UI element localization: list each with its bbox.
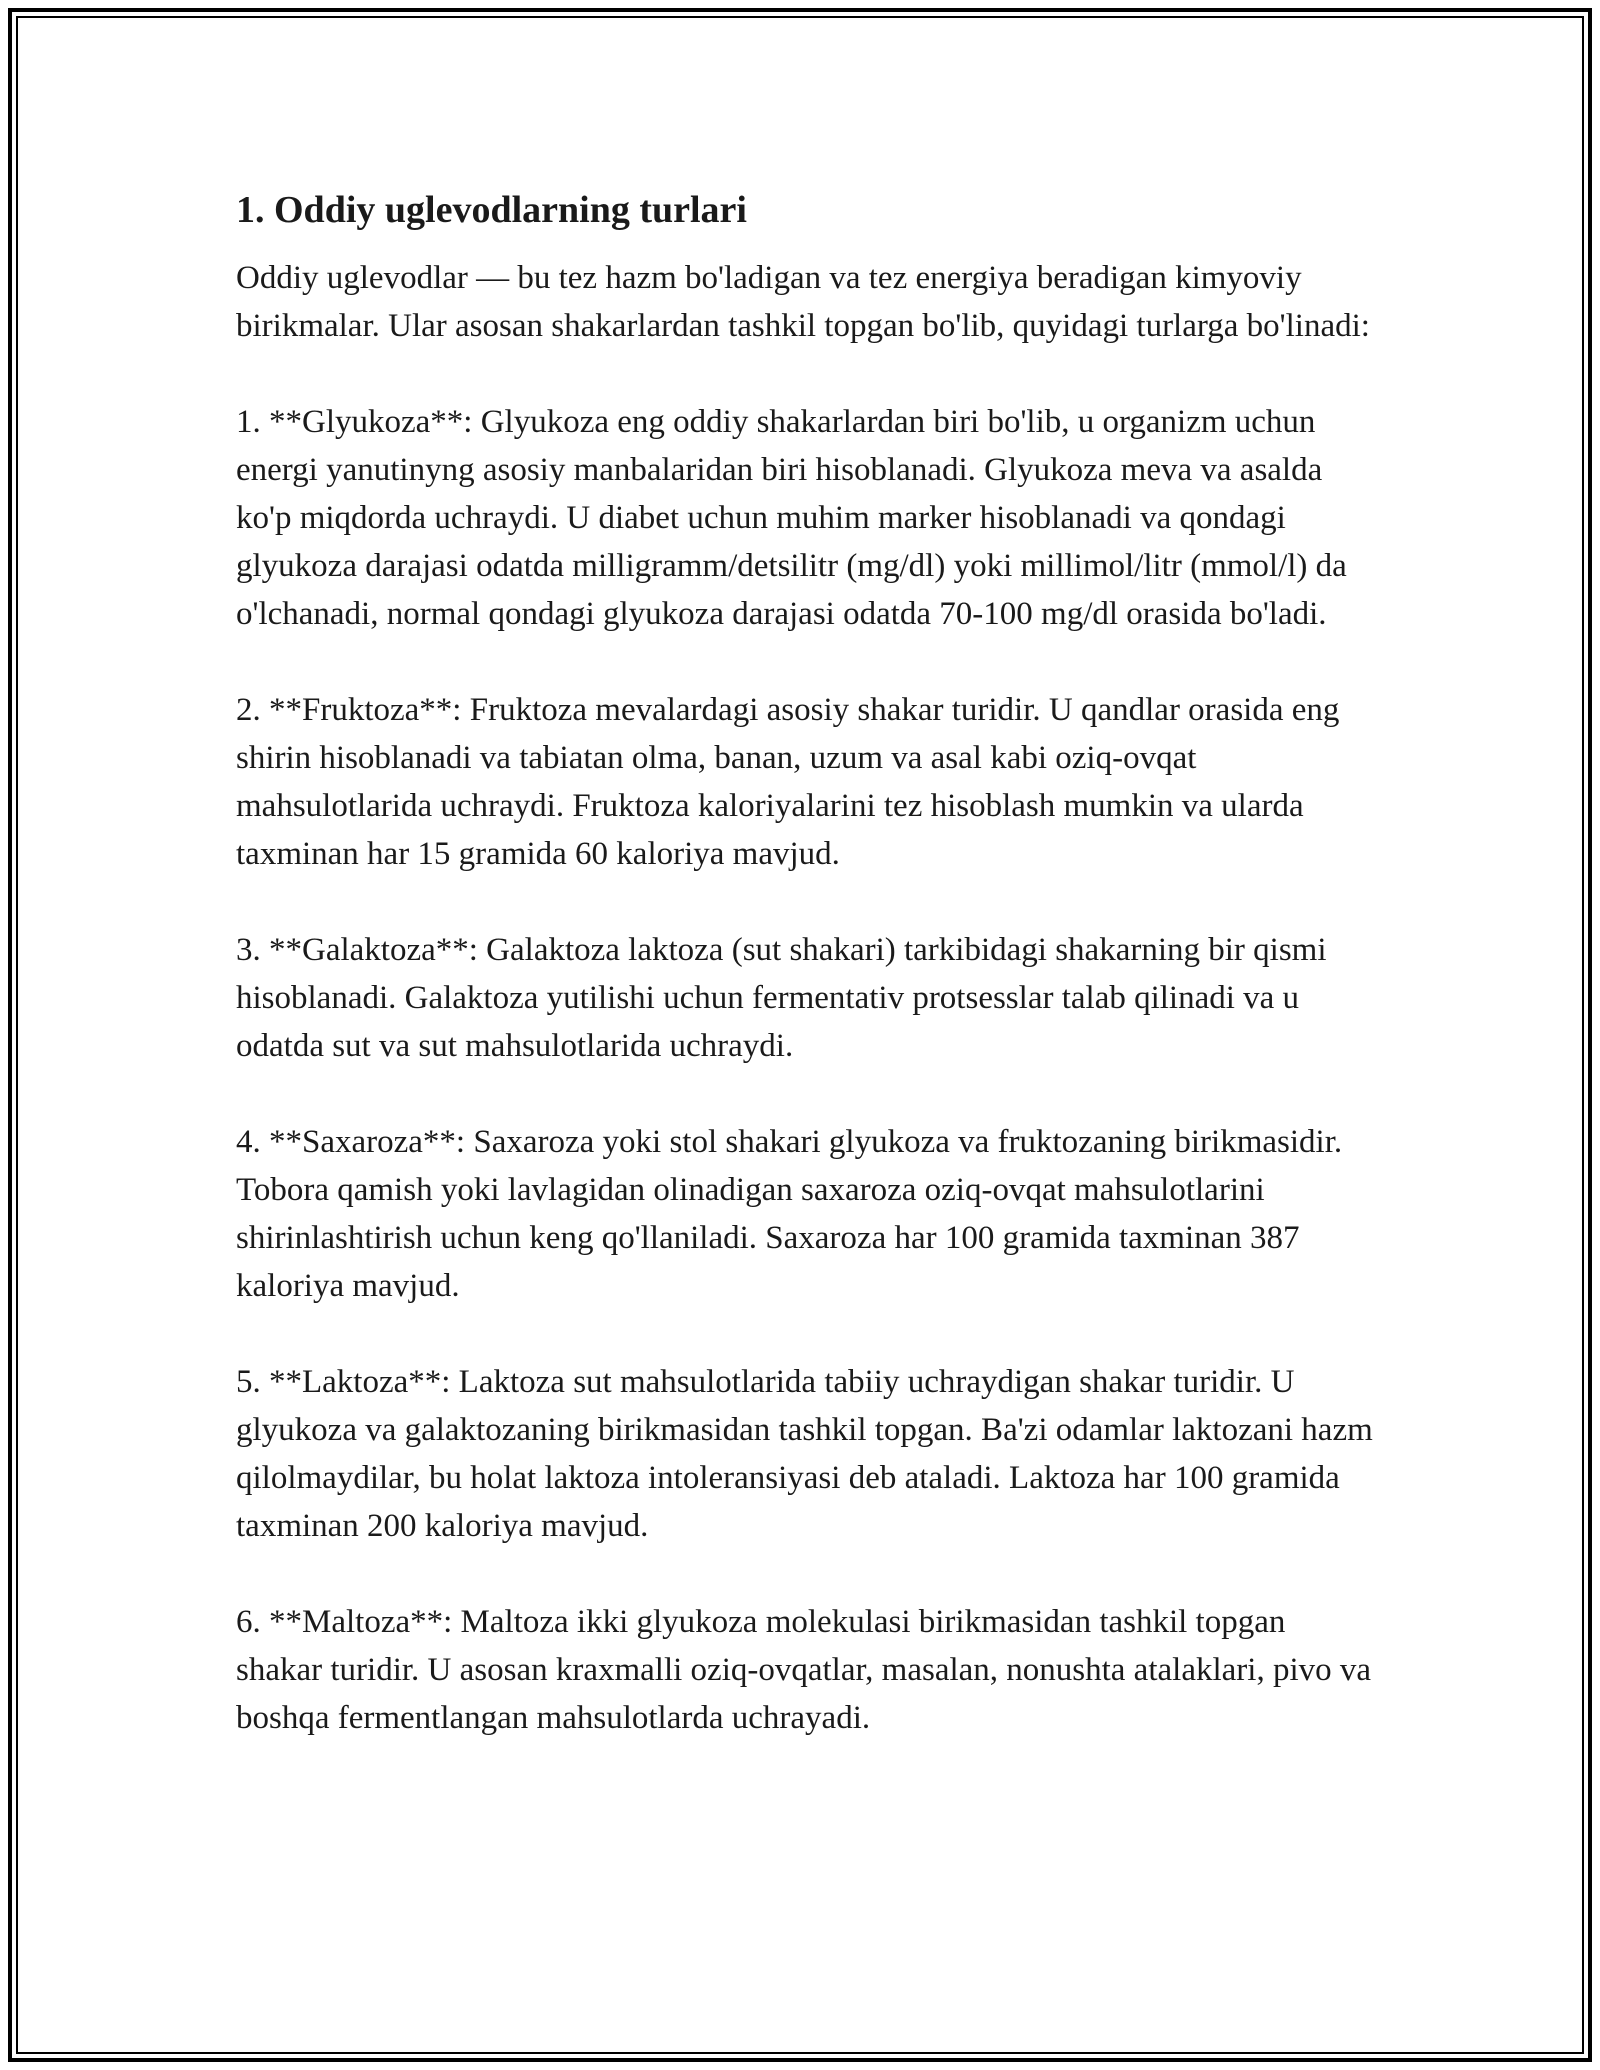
list-item-galaktoza: 3. **Galaktoza**: Galaktoza laktoza (sut shakari) tarkibidagi shakarning bir qismi hisoblanadi. Galaktoza yutilishi uchun fermentativ protsesslar talab qilinadi va u odatda sut va sut mahsulotlarida uchraydi. [236, 932, 1327, 1064]
list-item-maltoza: 6. **Maltoza**: Maltoza ikki glyukoza molekulasi birikmasidan tashkil topgan shakar turidir. U asosan kraxmalli oziq-ovqatlar, masalan, nonushta atalaklari, pivo va boshqa fermentlangan mahsulotlarda uchrayadi. [236, 1604, 1372, 1736]
list-item-fruktoza: 2. **Fruktoza**: Fruktoza mevalardagi asosiy shakar turidir. U qandlar orasida eng shirin hisoblanadi va tabiatan olma, banan, uzum va asal kabi oziq-ovqat mahsulotlarida uchraydi. Fruktoza kaloriyalarini tez hisoblash mumkin va ularda taxminan har 15 gramida 60 kaloriya mavjud. [236, 692, 1340, 872]
section-title: 1. Oddiy uglevodlarning turlari [236, 189, 747, 231]
list-item-glyukoza: 1. **Glyukoza**: Glyukoza eng oddiy shakarlardan biri bo'lib, u organizm uchun energi yanutinyng asosiy manbalaridan biri hisoblanadi. Glyukoza meva va asalda ko'p miqdorda uchraydi. U diabet uchun muhim marker hisoblanadi va qondagi glyukoza darajasi odatda milligramm/detsilitr (mg/dl) yoki millimol/litr (mmol/l) da o'lchanadi, normal qondagi glyukoza darajasi odatda 70-100 mg/dl orasida bo'ladi. [236, 404, 1347, 632]
list-item-laktoza: 5. **Laktoza**: Laktoza sut mahsulotlarida tabiiy uchraydigan shakar turidir. U glyukoza va galaktozaning birikmasidan tashkil topgan. Ba'zi odamlar laktozani hazm qilolmaydilar, bu holat laktoza intoleransiyasi deb ataladi. Laktoza har 100 gramida taxminan 200 kaloriya mavjud. [236, 1364, 1373, 1544]
intro-paragraph: Oddiy uglevodlar — bu tez hazm bo'ladigan va tez energiya beradigan kimyoviy birikmalar. Ular asosan shakarlardan tashkil topgan bo'lib, quyidagi turlarga bo'linadi: [236, 260, 1370, 344]
list-item-saxaroza: 4. **Saxaroza**: Saxaroza yoki stol shakari glyukoza va fruktozaning birikmasidir. Tobora qamish yoki lavlagidan olinadigan saxaroza oziq-ovqat mahsulotlarini shirinlashtirish uchun keng qo'llaniladi. Saxaroza har 100 gramida taxminan 387 kaloriya mavjud. [236, 1124, 1343, 1304]
document-body [236, 186, 1376, 1742]
